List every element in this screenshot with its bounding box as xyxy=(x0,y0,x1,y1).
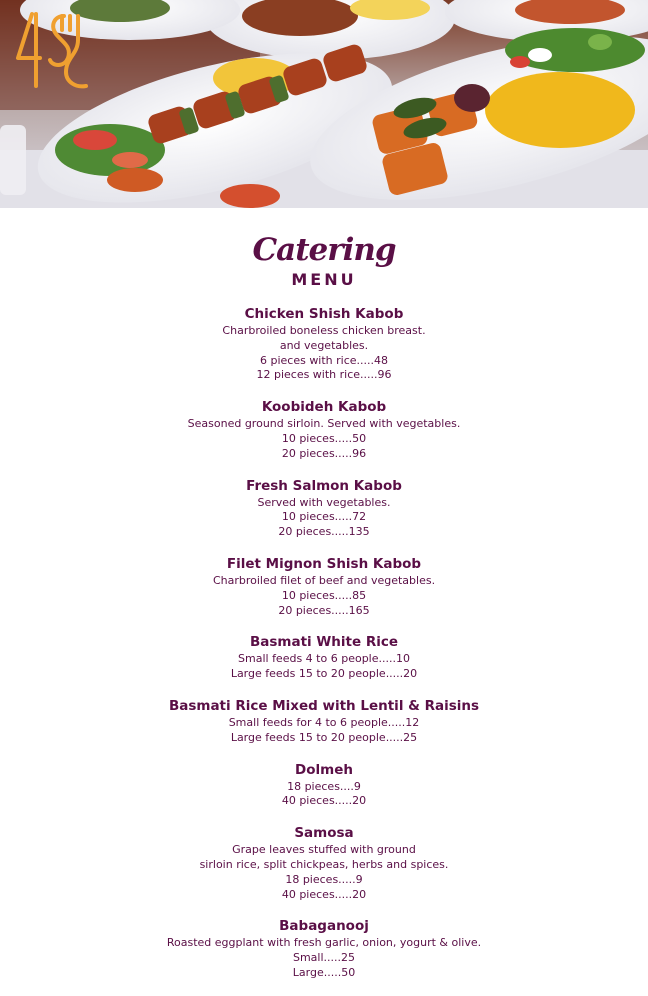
item-name: Babaganooj xyxy=(279,918,369,935)
item-price: 40 pieces.....20 xyxy=(281,794,367,808)
menu-item-dolmeh xyxy=(0,761,648,810)
restaurant-logo xyxy=(14,10,90,94)
item-price: Large feeds 15 to 20 people.....25 xyxy=(230,730,418,744)
item-description: sirloin rice, split chickpeas, herbs and spices. xyxy=(199,857,449,871)
item-price: 6 pieces with rice.....48 xyxy=(259,353,389,367)
item-description: Grape leaves stuffed with ground xyxy=(232,843,416,857)
menu-item-basmati-rice-lentil-raisins xyxy=(0,697,648,746)
item-description: and vegetables. xyxy=(279,338,369,352)
item-price: Large feeds 15 to 20 people.....20 xyxy=(230,667,418,681)
item-price: 20 pieces.....96 xyxy=(281,446,367,460)
menu-subtitle: MENU xyxy=(291,270,357,289)
item-price: 20 pieces.....135 xyxy=(278,525,370,539)
item-description: Roasted eggplant with fresh garlic, onion, yogurt & olive. xyxy=(166,936,482,950)
menu-item-babaganooj xyxy=(0,917,648,980)
item-price: 20 pieces.....165 xyxy=(278,603,370,617)
item-price: Large.....50 xyxy=(292,965,356,979)
menu-item-koobideh-kabob xyxy=(0,398,648,461)
item-price: 18 pieces.....9 xyxy=(285,872,363,886)
item-name: Koobideh Kabob xyxy=(261,399,387,416)
item-description: Charbroiled boneless chicken breast. xyxy=(222,324,426,337)
item-name: Filet Mignon Shish Kabob xyxy=(226,555,422,572)
menu-item-fresh-salmon-kabob xyxy=(0,477,648,540)
item-name: Samosa xyxy=(294,825,354,842)
item-price: 18 pieces....9 xyxy=(287,779,361,793)
item-name: Basmati White Rice xyxy=(249,634,398,651)
item-price: Small.....25 xyxy=(292,951,356,965)
item-price: 10 pieces.....85 xyxy=(281,588,367,602)
menu-item-filet-mignon-shish-kabob xyxy=(0,555,648,618)
menu-item-chicken-shish-kabob xyxy=(0,305,648,383)
menu-title: Catering xyxy=(252,232,396,268)
item-name: Fresh Salmon Kabob xyxy=(246,477,402,494)
menu-items-list xyxy=(0,305,648,996)
item-name: Basmati Rice Mixed with Lentil & Raisins xyxy=(168,697,480,714)
menu-item-basmati-white-rice xyxy=(0,633,648,682)
item-price: Small feeds 4 to 6 people.....10 xyxy=(238,652,410,666)
item-price: 40 pieces.....20 xyxy=(281,887,367,901)
item-price: Small feeds for 4 to 6 people.....12 xyxy=(228,715,420,729)
item-description: Seasoned ground sirloin. Served with vegetables. xyxy=(187,417,461,431)
hero-photo xyxy=(0,0,648,208)
food-platters-illustration xyxy=(0,0,648,208)
item-description: Charbroiled filet of beef and vegetables. xyxy=(212,573,436,587)
item-description: Served with vegetables. xyxy=(257,495,391,509)
item-price: 10 pieces.....72 xyxy=(281,510,367,524)
catering-menu xyxy=(0,208,648,979)
item-price: 12 pieces with rice.....96 xyxy=(256,368,392,382)
menu-item-samosa xyxy=(0,824,648,902)
item-name: Dolmeh xyxy=(295,761,353,778)
item-price: 10 pieces.....50 xyxy=(281,431,367,445)
item-name: Chicken Shish Kabob xyxy=(244,306,404,322)
